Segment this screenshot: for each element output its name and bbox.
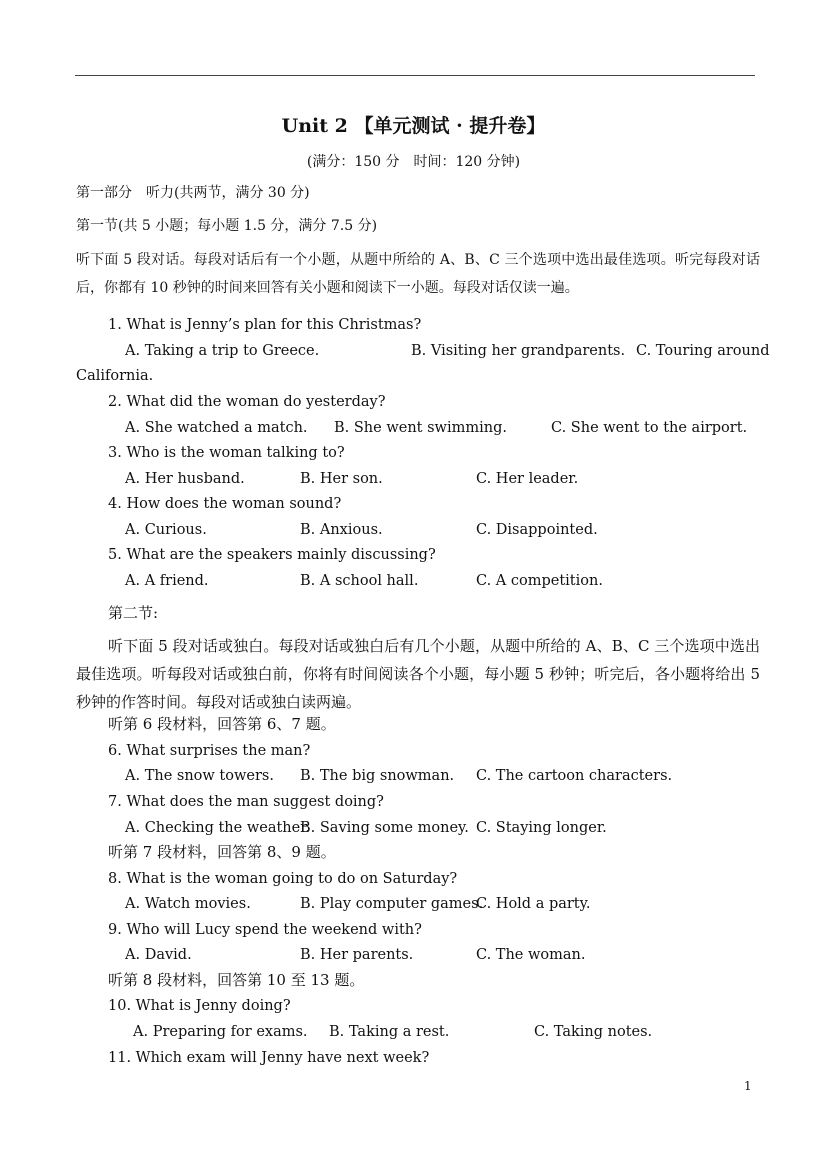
option-a: A. Preparing for exams. (133, 1024, 308, 1040)
section1-heading: 第一节(共 5 小题；每小题 1.5 分，满分 7.5 分) (76, 218, 378, 234)
option-a: A. Watch movies. (125, 896, 251, 912)
option-b: B. Visiting her grandparents. (411, 343, 626, 359)
exam-meta: (满分：150 分 时间：120 分钟) (306, 154, 521, 170)
section2-heading: 第二节: (108, 604, 159, 622)
option-b: B. Play computer games. (300, 896, 484, 912)
option-a: A. David. (125, 947, 192, 963)
material-label: 听第 8 段材料，回答第 10 至 13 题。 (108, 971, 365, 989)
option-b: B. Anxious. (300, 522, 383, 538)
question-text: 2. What did the woman do yesterday? (108, 394, 386, 410)
option-a: A. The snow towers. (125, 768, 274, 784)
option-c: C. Hold a party. (476, 896, 591, 912)
option-c: C. Her leader. (476, 471, 579, 487)
option-b: B. Her son. (300, 471, 383, 487)
question-text: 7. What does the man suggest doing? (108, 794, 384, 810)
question-text: 5. What are the speakers mainly discussing? (108, 547, 436, 563)
option-c: C. Disappointed. (476, 522, 598, 538)
option-b: B. The big snowman. (300, 768, 455, 784)
part1-heading: 第一部分 听力(共两节，满分 30 分) (76, 185, 310, 201)
option-a: A. Curious. (125, 522, 207, 538)
question-text: 4. How does the woman sound? (108, 496, 342, 512)
option-b: B. Taking a rest. (329, 1024, 450, 1040)
material-label: 听第 6 段材料，回答第 6、7 题。 (108, 715, 336, 733)
option-c: C. Staying longer. (476, 820, 607, 836)
option-b: B. Saving some money. (300, 820, 469, 836)
option-a: A. A friend. (125, 573, 209, 589)
option-b: B. Her parents. (300, 947, 414, 963)
question-text: 1. What is Jenny’s plan for this Christmas? (108, 317, 422, 333)
option-c: C. Touring around (636, 343, 770, 359)
question-text: 11. Which exam will Jenny have next week? (108, 1050, 430, 1066)
header-rule (75, 75, 755, 76)
question-text: 6. What surprises the man? (108, 743, 311, 759)
page-number: 1 (744, 1079, 752, 1093)
question-text: 9. Who will Lucy spend the weekend with? (108, 922, 422, 938)
option-c-continuation: California. (76, 368, 154, 384)
option-a: A. She watched a match. (125, 420, 308, 436)
option-c: C. She went to the airport. (551, 420, 748, 436)
option-a: A. Checking the weather. (125, 820, 311, 836)
option-c: C. Taking notes. (534, 1024, 653, 1040)
material-label: 听第 7 段材料，回答第 8、9 题。 (108, 843, 336, 861)
question-text: 8. What is the woman going to do on Saturday? (108, 871, 458, 887)
option-c: C. The woman. (476, 947, 586, 963)
option-b: B. A school hall. (300, 573, 419, 589)
question-text: 3. Who is the woman talking to? (108, 445, 345, 461)
section1-instructions: 听下面 5 段对话。每段对话后有一个小题，从题中所给的 A、B、C 三个选项中选出最佳选项。听完每段对话后，你都有 10 秒钟的时间来回答有关小题和阅读下一小题。每段对话仅读一遍。 (76, 252, 760, 296)
option-a: A. Taking a trip to Greece. (125, 343, 320, 359)
question-text: 10. What is Jenny doing? (108, 998, 291, 1014)
section2-instructions: 听下面 5 段对话或独白。每段对话或独白后有几个小题，从题中所给的 A、B、C 三个选项中选出最佳选项。听每段对话或独白前，你将有时间阅读各个小题，每小题 5 秒钟；听完后，各小题将给出 5 秒钟的作答时间。每段对话或独白读两遍。 (76, 637, 760, 711)
page-title: Unit 2 【单元测试 · 提升卷】 (281, 115, 546, 137)
option-c: C. A competition. (476, 573, 603, 589)
option-a: A. Her husband. (125, 471, 245, 487)
option-c: C. The cartoon characters. (476, 768, 673, 784)
option-b: B. She went swimming. (334, 420, 507, 436)
